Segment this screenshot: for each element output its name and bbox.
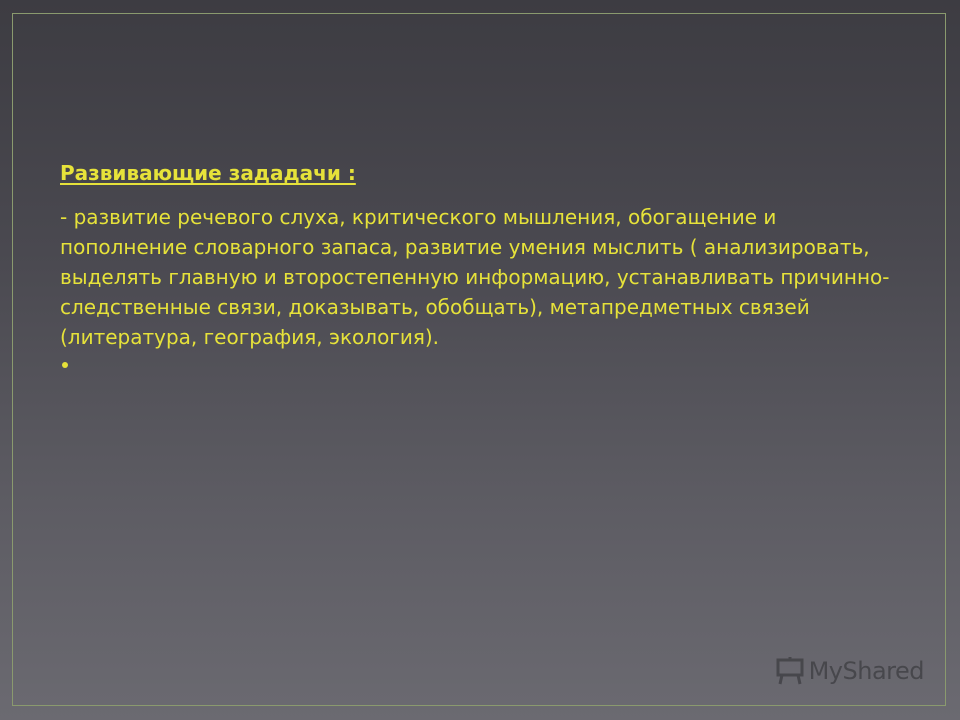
- slide-heading: Развивающие зададачи :: [60, 161, 356, 185]
- bullet-icon: [62, 362, 68, 368]
- slide-content: [60, 158, 900, 382]
- watermark-text: MyShared: [808, 657, 924, 685]
- watermark-logo: [775, 656, 924, 686]
- slide-body-text: - развитие речевого слуха, критического мышления, обогащение и пополнение словарного запаса, развитие умения мыслить ( анализировать, выделять главную и второстепенную информацию, устанавливать причинно-следственные связи, доказывать, обобщать), метапредметных связей (литература, география, экология).: [60, 205, 890, 349]
- presentation-board-icon: [775, 656, 805, 686]
- empty-bullet-line: [60, 362, 900, 382]
